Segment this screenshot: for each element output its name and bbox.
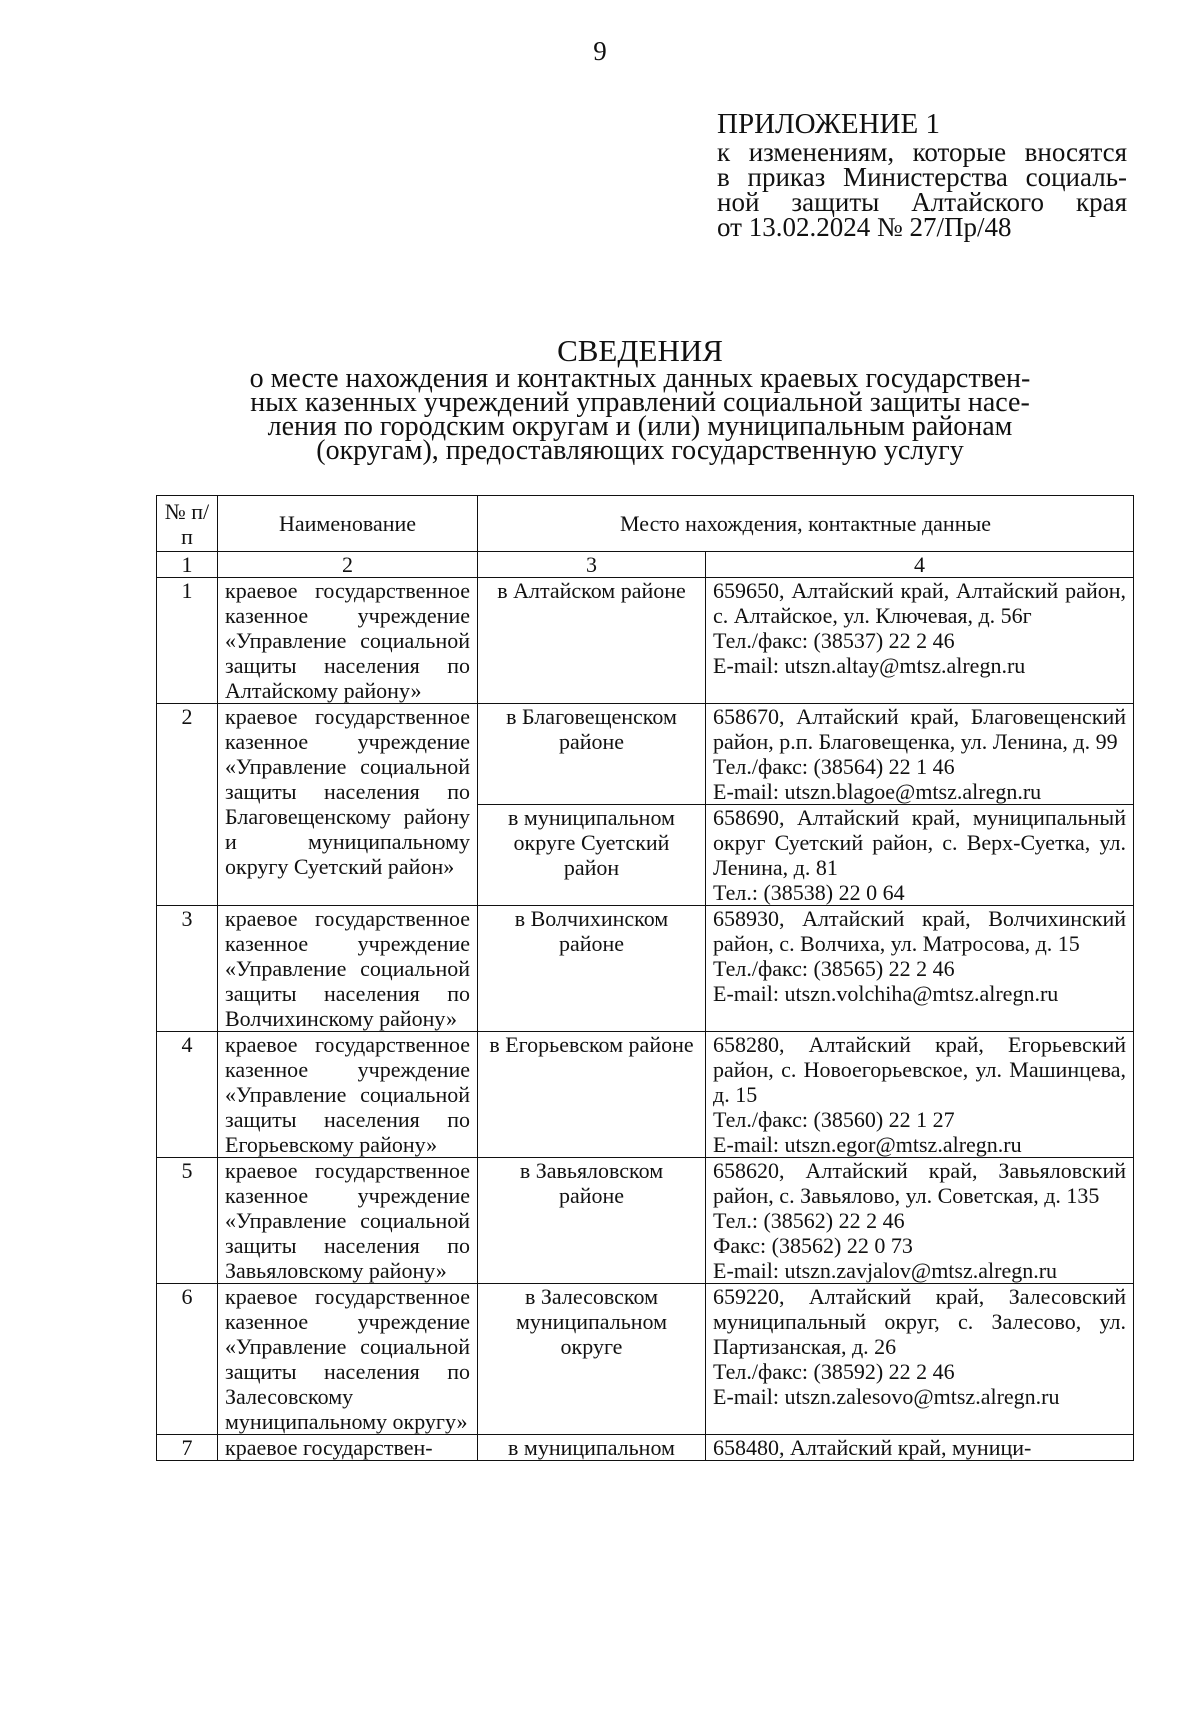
contact-line: E-mail: utszn.volchiha@mtsz.alregn.ru: [713, 981, 1059, 1006]
table-row: [157, 578, 1134, 704]
contact-line: E-mail: utszn.zalesovo@mtsz.alregn.ru: [713, 1384, 1060, 1409]
institution-name: краевое государственное казенное учреждение «Управление социальной защиты населения по Егорьевскому району»: [218, 1032, 478, 1158]
contact-cell: [706, 704, 1134, 805]
contact-cell: [706, 805, 1134, 906]
column-number: 2: [218, 552, 478, 578]
heading-line: ных казенных учреждений управлений социальной защиты насе-: [250, 387, 1030, 418]
contact-line: Факс: (38562) 22 0 73: [713, 1233, 913, 1258]
contact-cell: [706, 906, 1134, 1032]
contact-line: E-mail: utszn.altay@mtsz.alregn.ru: [713, 653, 1026, 678]
header-num: № п/п: [157, 496, 218, 552]
contact-line: Тел./факс: (38565) 22 2 46: [713, 956, 955, 981]
document-title: СВЕДЕНИЯ: [557, 333, 723, 368]
location-cell: в муниципальном округе Суетский район: [478, 805, 706, 906]
contact-line: E-mail: utszn.egor@mtsz.alregn.ru: [713, 1132, 1022, 1157]
row-number: 6: [157, 1284, 218, 1435]
heading-line: о месте нахождения и контактных данных краевых государствен-: [249, 363, 1031, 394]
table-body: [157, 578, 1134, 1461]
appendix-line: в приказ Министерства социаль-: [717, 162, 1127, 192]
contact-line: Тел.: (38562) 22 2 46: [713, 1208, 905, 1233]
contact-cell: [706, 1284, 1134, 1435]
location-cell: в Волчихинском районе: [478, 906, 706, 1032]
institution-name: краевое государственное казенное учреждение «Управление социальной защиты населения по Залесовскому муниципальному округу»: [218, 1284, 478, 1435]
row-number: 4: [157, 1032, 218, 1158]
table-header-row: [157, 496, 1134, 552]
institution-name: краевое государственное казенное учреждение «Управление социальной защиты населения по Завьяловскому району»: [218, 1158, 478, 1284]
contact-cell: [706, 1435, 1134, 1461]
address-line: 658930, Алтайский край, Волчихинский район, с. Волчиха, ул. Матросова, д. 15: [713, 906, 1126, 956]
contact-cell: [706, 1158, 1134, 1284]
table-row: [157, 1435, 1134, 1461]
appendix-line: ной защиты Алтайского края: [717, 187, 1127, 217]
column-number: 1: [157, 552, 218, 578]
contact-line: Тел./факс: (38564) 22 1 46: [713, 754, 955, 779]
institutions-table: [156, 495, 1134, 1461]
location-cell: в Егорьевском районе: [478, 1032, 706, 1158]
appendix-title: ПРИЛОЖЕНИЕ 1: [717, 108, 940, 140]
address-line: 659650, Алтайский край, Алтайский район, с. Алтайское, ул. Ключевая, д. 56г: [713, 578, 1126, 628]
contact-cell: [706, 1032, 1134, 1158]
document-heading: [200, 333, 1080, 466]
row-number: 2: [157, 704, 218, 906]
contact-line: Тел.: (38538) 22 0 64: [713, 880, 905, 905]
table-row: [157, 906, 1134, 1032]
institution-name: краевое государственное казенное учреждение «Управление социальной защиты населения по Алтайскому району»: [218, 578, 478, 704]
location-cell: в Залесовском муниципальном округе: [478, 1284, 706, 1435]
appendix-block: [717, 110, 1127, 240]
location-cell: в муниципальном: [478, 1435, 706, 1461]
table-row: [157, 704, 1134, 805]
institution-name: краевое государственное казенное учреждение «Управление социальной защиты населения по Волчихинскому району»: [218, 906, 478, 1032]
contact-line: Тел./факс: (38592) 22 2 46: [713, 1359, 955, 1384]
address-line: 658480, Алтайский край, муници-: [713, 1435, 1032, 1460]
institution-name: краевое государствен-: [218, 1435, 478, 1461]
table-row: [157, 1158, 1134, 1284]
row-number: 7: [157, 1435, 218, 1461]
row-number: 1: [157, 578, 218, 704]
appendix-line: к изменениям, которые вносятся: [717, 137, 1127, 167]
institution-name: краевое государственное казенное учреждение «Управление социальной защиты населения по Благовещенскому району и муниципальному округу Суетский район»: [218, 704, 478, 906]
row-number: 5: [157, 1158, 218, 1284]
table-row: [157, 1284, 1134, 1435]
contact-line: Тел./факс: (38560) 22 1 27: [713, 1107, 955, 1132]
contact-cell: [706, 578, 1134, 704]
heading-line: (округам), предоставляющих государственную услугу: [316, 435, 964, 466]
address-line: 659220, Алтайский край, Залесовский муниципальный округ, с. Залесово, ул. Партизанская, д. 26: [713, 1284, 1126, 1359]
header-name: Наименование: [218, 496, 478, 552]
address-line: 658670, Алтайский край, Благовещенский район, р.п. Благовещенка, ул. Ленина, д. 99: [713, 704, 1126, 754]
contact-line: E-mail: utszn.blagoe@mtsz.alregn.ru: [713, 779, 1042, 804]
page-number: 9: [593, 36, 607, 66]
contact-line: Тел./факс: (38537) 22 2 46: [713, 628, 955, 653]
contact-line: E-mail: utszn.zavjalov@mtsz.alregn.ru: [713, 1258, 1058, 1283]
location-cell: в Благовещенском районе: [478, 704, 706, 805]
location-cell: в Завьяловском районе: [478, 1158, 706, 1284]
column-number: 3: [478, 552, 706, 578]
appendix-line: от 13.02.2024 № 27/Пр/48: [717, 212, 1012, 242]
address-line: 658620, Алтайский край, Завьяловский район, с. Завьялово, ул. Советская, д. 135: [713, 1158, 1126, 1208]
location-cell: в Алтайском районе: [478, 578, 706, 704]
row-number: 3: [157, 906, 218, 1032]
heading-line: ления по городским округам и (или) муниципальным районам: [267, 411, 1013, 442]
header-contacts: Место нахождения, контактные данные: [478, 496, 1134, 552]
column-numbers-row: [157, 552, 1134, 578]
address-line: 658280, Алтайский край, Егорьевский район, с. Новоегорьевское, ул. Машинцева, д. 15: [713, 1032, 1126, 1107]
table-row: [157, 1032, 1134, 1158]
column-number: 4: [706, 552, 1134, 578]
address-line: 658690, Алтайский край, муниципальный округ Суетский район, с. Верх-Суетка, ул. Ленина, д. 81: [713, 805, 1126, 880]
